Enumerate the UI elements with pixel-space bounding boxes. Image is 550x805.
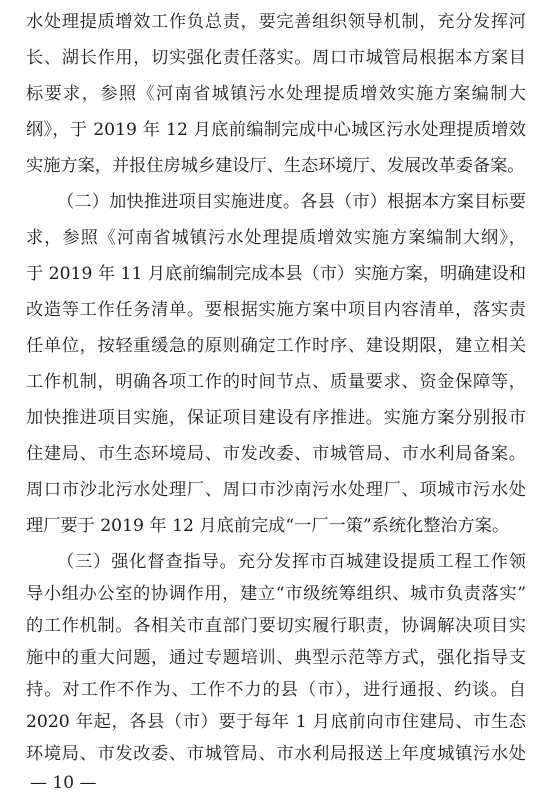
text-line: 工作机制，明确各项工作的时间节点、质量要求、资金保障等，: [26, 372, 526, 392]
text-line: 标要求，参照《河南省城镇污水处理提质增效实施方案编制大: [26, 84, 526, 104]
page-number: — 10 —: [30, 773, 97, 793]
text-line: 环境局、市发改委、市城管局、市水利局报送上年度城镇污水处: [26, 744, 526, 764]
section-heading-line: （三）强化督查指导。充分发挥市百城建设提质工程工作领: [57, 552, 526, 572]
text-line: 住建局、市生态环境局、市发改委、市城管局、市水利局备案。: [26, 444, 526, 464]
text-line: 纲》，于 2019 年 12 月底前编制完成中心城区污水处理提质增效: [26, 120, 526, 140]
text-line: 持。对工作不作为、工作不力的县（市），进行通报、约谈。自: [26, 680, 526, 700]
text-line: 改造等工作任务清单。要根据实施方案中项目内容清单，落实责: [26, 300, 526, 320]
text-line: 理厂要于 2019 年 12 月底前完成“一厂一策”系统化整治方案。: [26, 516, 510, 536]
text-line: 任单位，按轻重缓急的原则确定工作时序、建设期限，建立相关: [26, 336, 526, 356]
text-line: 长、湖长作用，切实强化责任落实。周口市城管局根据本方案目: [26, 48, 526, 68]
text-line: 水处理提质增效工作负总责，要完善组织领导机制，充分发挥河: [26, 12, 526, 32]
text-line: 于 2019 年 11 月底前编制完成本县（市）实施方案，明确建设和: [26, 264, 526, 284]
section-heading-line: （二）加快推进项目实施进度。各县（市）根据本方案目标要: [57, 192, 526, 212]
text-line: 周口市沙北污水处理厂、周口市沙南污水处理厂、项城市污水处: [26, 480, 526, 500]
text-line: 实施方案，并报住房城乡建设厅、生态环境厅、发展改革委备案。: [26, 156, 525, 176]
text-line: 施中的重大问题，通过专题培训、典型示范等方式，强化指导支: [26, 648, 526, 668]
text-line: 导小组办公室的协调作用，建立“市级统筹组织、城市负责落实”: [26, 584, 526, 604]
text-line: 加快推进项目实施，保证项目建设有序推进。实施方案分别报市: [26, 408, 526, 428]
text-line: 求，参照《河南省城镇污水处理提质增效实施方案编制大纲》，: [26, 228, 526, 248]
text-line: 2020 年起，各县（市）要于每年 1 月底前向市住建局、市生态: [26, 712, 526, 732]
text-line: 的工作机制。各相关市直部门要切实履行职责，协调解决项目实: [26, 616, 526, 636]
